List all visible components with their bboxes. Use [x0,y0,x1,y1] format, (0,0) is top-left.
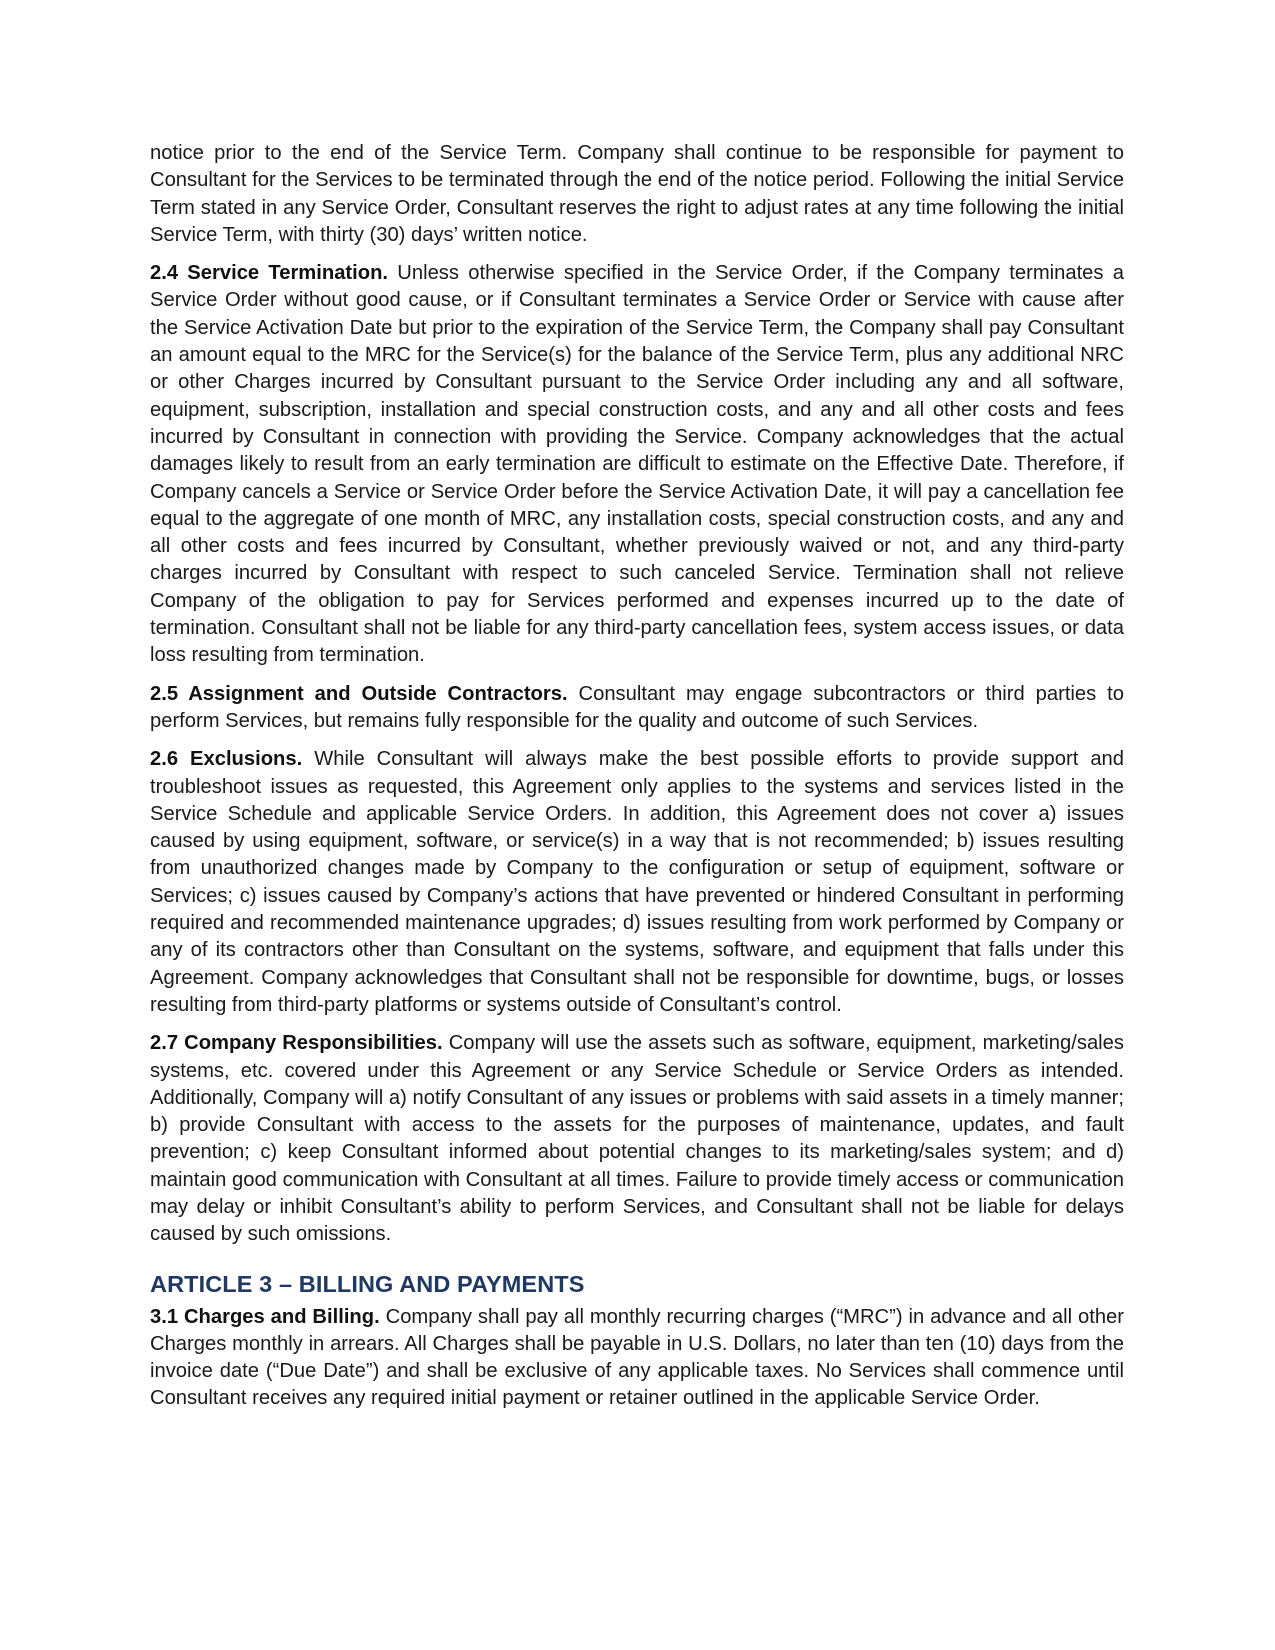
section-heading: 2.6 Exclusions. [150,748,303,771]
section-heading: 2.4 Service Termination. [150,262,389,285]
section-2-6-exclusions [150,746,1124,1019]
section-heading: 3.1 Charges and Billing. [150,1305,380,1328]
section-heading: 2.7 Company Responsibilities. [150,1032,443,1055]
section-text: Company shall pay all monthly recurring charges (“MRC”) in advance and all other Charges monthly in arrears. All Charges shall be payable in U.S. Dollars, no later than ten (10) days from the invoice date (“Due Date”) and shall be exclusive of any applicable taxes. No Services shall commence until Consultant receives any required initial payment or retainer outlined in the applicable Service Order. [150,1305,1124,1410]
section-2-5-assignment [150,681,1124,736]
section-3-1-charges-and-billing [150,1304,1124,1413]
section-text: Company will use the assets such as software, equipment, marketing/sales systems, etc. covered under this Agreement or any Service Schedule or Service Orders as intended. Additionally, Company will a) notify Consultant of any issues or problems with said assets in a timely manner; b) provide Consultant with access to the assets for the purposes of maintenance, updates, and fault prevention; c) keep Consultant informed about potential changes to its marketing/sales system; and d) maintain good communication with Consultant at all times. Failure to provide timely access or communication may delay or inhibit Consultant’s ability to perform Services, and Consultant shall not be liable for delays caused by such omissions. [150,1032,1124,1246]
paragraph-notice-continuation [150,140,1124,249]
section-text: Consultant may engage subcontractors or third parties to perform Services, but remains fully responsible for the quality and outcome of such Services. [150,682,1124,732]
section-2-7-company-responsibilities [150,1030,1124,1248]
article-3-heading: ARTICLE 3 – BILLING AND PAYMENTS [150,1270,585,1297]
document-page [150,140,1124,1424]
section-heading: 2.5 Assignment and Outside Contractors. [150,682,568,705]
section-2-4-service-termination [150,260,1124,669]
paragraph-text: notice prior to the end of the Service Term. Company shall continue to be responsible for payment to Consultant for the Services to be terminated through the end of the notice period. Following the initial Service Term stated in any Service Order, Consultant reserves the right to adjust rates at any time following the initial Service Term, with thirty (30) days’ written notice. [150,142,1124,246]
section-text: While Consultant will always make the best possible efforts to provide support and troubleshoot issues as requested, this Agreement only applies to the systems and services listed in the Service Schedule and applicable Service Orders. In addition, this Agreement does not cover a) issues caused by using equipment, software, or service(s) in a way that is not recommended; b) issues resulting from unauthorized changes made by Company to the configuration or setup of equipment, software or Services; c) issues caused by Company’s actions that have prevented or hindered Consultant in performing required and recommended maintenance upgrades; d) issues resulting from work performed by Company or any of its contractors other than Consultant on the systems, software, and equipment that falls under this Agreement. Company acknowledges that Consultant shall not be responsible for downtime, bugs, or losses resulting from third-party platforms or systems outside of Consultant’s control. [150,748,1124,1016]
section-text: Unless otherwise specified in the Service Order, if the Company terminates a Service Order without good cause, or if Consultant terminates a Service Order or Service with cause after the Service Activation Date but prior to the expiration of the Service Term, the Company shall pay Consultant an amount equal to the MRC for the Service(s) for the balance of the Service Term, plus any additional NRC or other Charges incurred by Consultant pursuant to the Service Order including any and all software, equipment, subscription, installation and special construction costs, and any and all other costs and fees incurred by Consultant in connection with providing the Service. Company acknowledges that the actual damages likely to result from an early termination are difficult to estimate on the Effective Date. Therefore, if Company cancels a Service or Service Order before the Service Activation Date, it will pay a cancellation fee equal to the aggregate of one month of MRC, any installation costs, special construction costs, and any and all other costs and fees incurred by Consultant, whether previously waived or not, and any third-party charges incurred by Consultant with respect to such canceled Service. Termination shall not relieve Company of the obligation to pay for Services performed and expenses incurred up to the date of termination. Consultant shall not be liable for any third-party cancellation fees, system access issues, or data loss resulting from termination. [150,262,1124,667]
